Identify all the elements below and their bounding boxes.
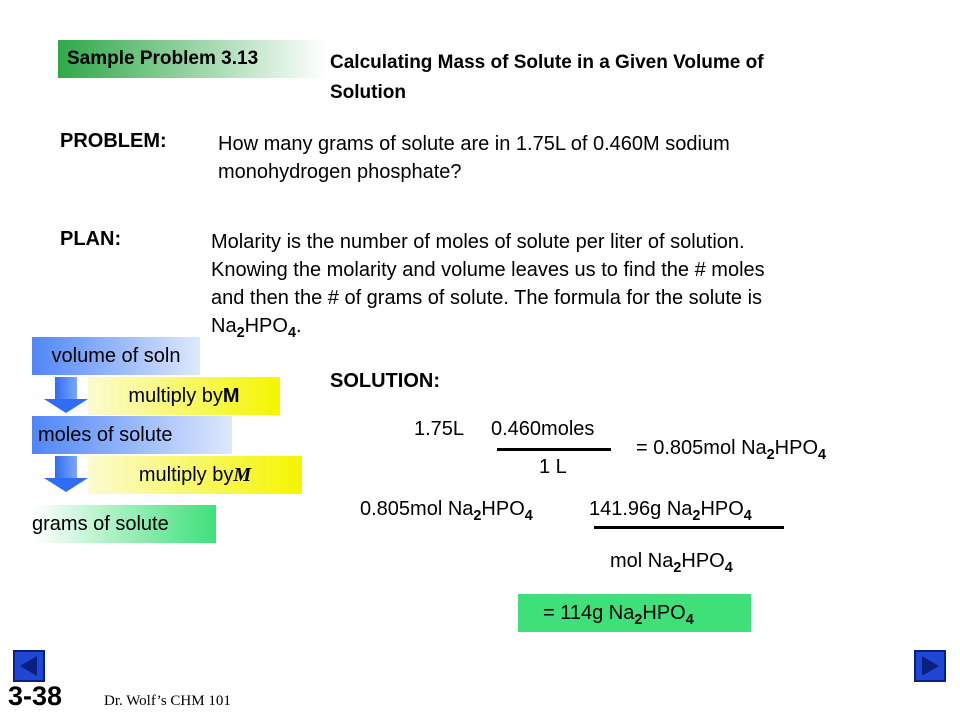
course-label: Dr. Wolf’s CHM 101 <box>104 693 231 709</box>
plan-line-3: and then the # of grams of solute. The formula for the solute is <box>211 287 763 309</box>
title-line-1: Calculating Mass of Solute in a Given Volume of <box>330 52 764 73</box>
slide-number: 3-38 <box>8 681 63 711</box>
triangle-left-icon <box>15 652 43 680</box>
problem-text <box>218 130 730 186</box>
flow-box-moles: moles of solute <box>32 416 232 454</box>
eq1-numerator-volume: 1.75L <box>414 418 465 440</box>
flow-arrow-1-head <box>44 399 88 413</box>
next-slide-button[interactable] <box>914 650 946 682</box>
eq2-numerator-moles: 0.805mol $Na_2HPO_4$ <box>360 498 533 525</box>
page-title <box>330 48 764 108</box>
eq1-denominator: 1 L <box>539 456 567 478</box>
plan-text <box>211 228 765 340</box>
sample-problem-label: Sample Problem 3.13 <box>67 48 259 69</box>
triangle-right-icon <box>916 652 944 680</box>
flow-arrow-1-shaft <box>55 377 77 399</box>
problem-line-2: monohydrogen phosphate? <box>218 161 462 183</box>
plan-line-2: Knowing the molarity and volume leaves us to find the # moles <box>211 259 765 281</box>
problem-line-1: How many grams of solute are in 1.75L of 0.460M sodium <box>218 133 730 155</box>
plan-label: PLAN: <box>60 228 122 250</box>
flow-box-grams: grams of solute <box>32 505 216 543</box>
flow-arrow-2-shaft <box>55 456 77 478</box>
eq1-numerator-molarity: 0.460moles <box>491 418 595 440</box>
problem-label: PROBLEM: <box>60 130 167 152</box>
eq2-numerator-molar-mass: 141.96g $Na_2HPO_4$ <box>589 498 752 525</box>
title-line-2: Solution <box>330 82 406 103</box>
eq2-fraction-bar <box>594 526 784 529</box>
flow-box-volume: volume of soln <box>32 337 200 375</box>
solution-label: SOLUTION: <box>330 370 440 392</box>
eq1-result: = 0.805mol $Na_2HPO_4$ <box>636 437 827 464</box>
eq2-denominator: mol $Na_2HPO_4$ <box>610 550 733 577</box>
flow-step-multiply-1: multiply by M <box>88 377 280 415</box>
flow-arrow-2-head <box>44 478 88 492</box>
plan-line-1: Molarity is the number of moles of solute per liter of solution. <box>211 231 745 253</box>
answer-text: = 114g $Na_2HPO_4$ <box>543 602 694 629</box>
eq1-fraction-bar <box>497 448 611 451</box>
plan-line-4: $Na_2HPO_4$. <box>211 315 302 342</box>
previous-slide-button[interactable] <box>13 650 45 682</box>
flow-step-multiply-2: multiply by M <box>88 456 302 494</box>
